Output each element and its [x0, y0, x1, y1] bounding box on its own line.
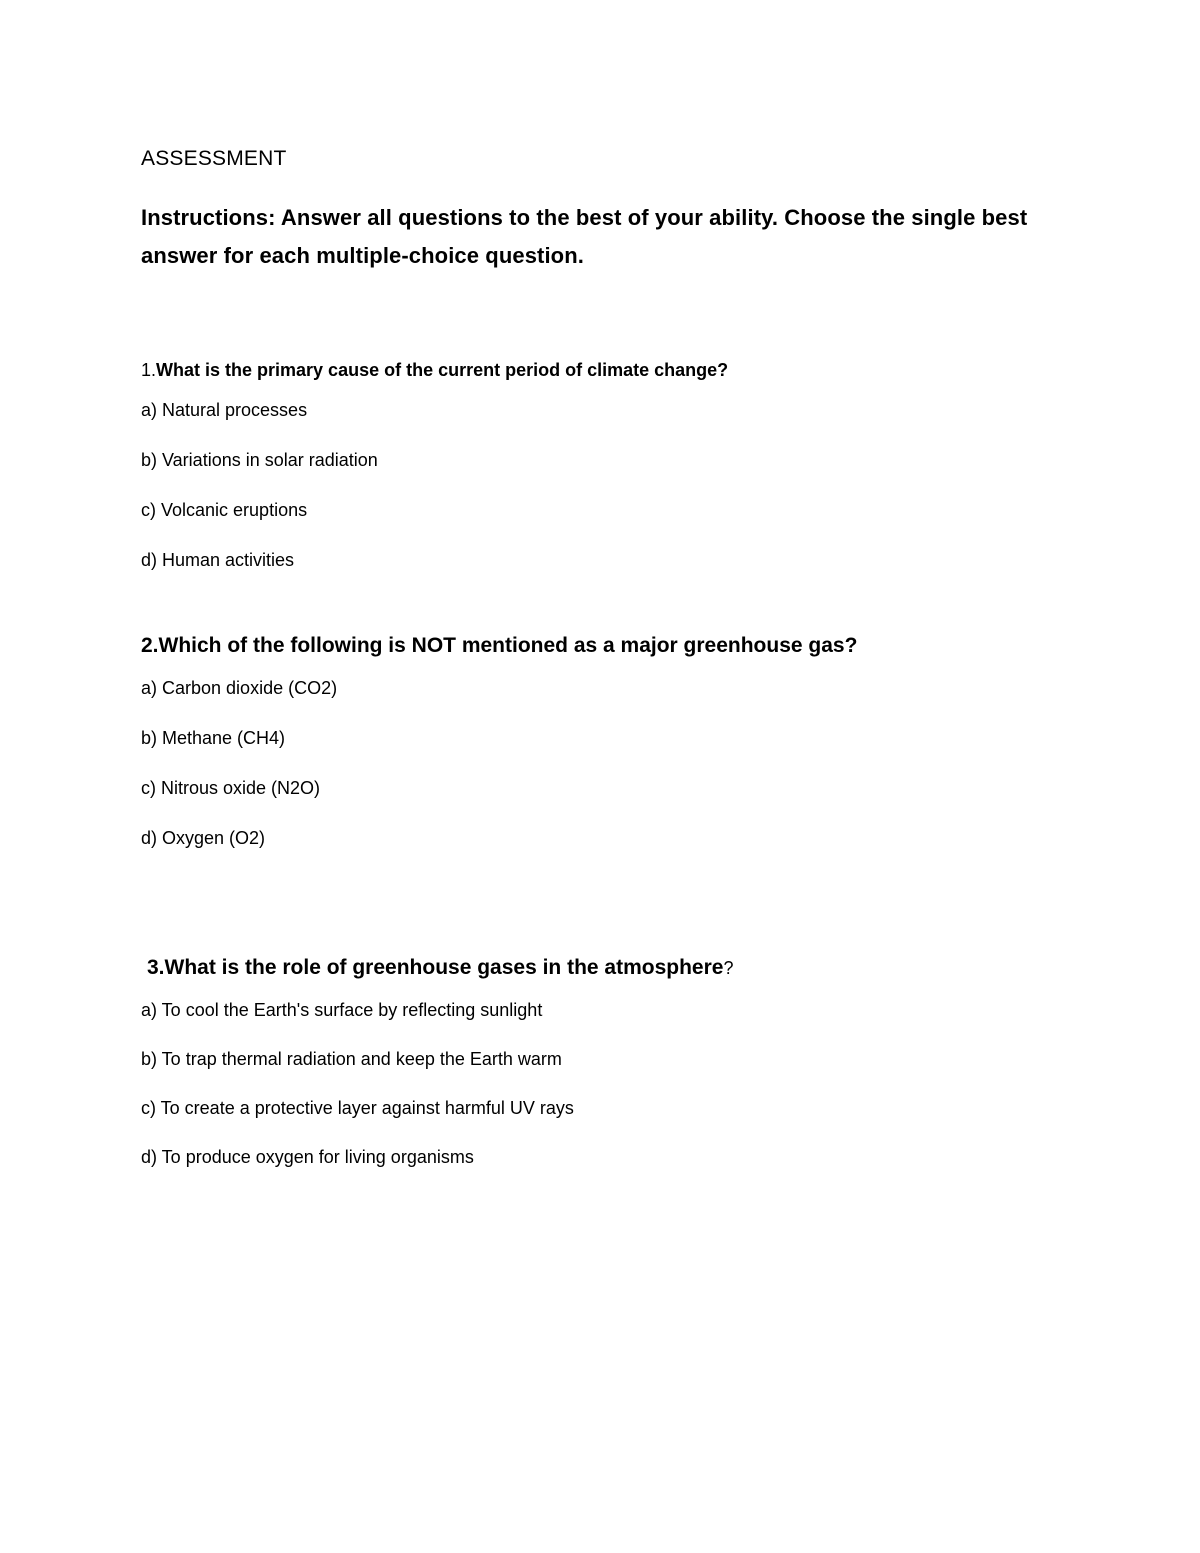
question-1-text: [141, 355, 1081, 385]
question-1-option-d: d) Human activities: [141, 550, 295, 570]
question-3-text: [141, 953, 1081, 983]
question-1-label: What is the primary cause of the current period of climate change?: [156, 360, 729, 380]
document-title: ASSESSMENT: [141, 147, 287, 170]
question-3-label: What is the role of greenhouse gases in the atmosphere: [164, 956, 724, 979]
question-1-option-a: a) Natural processes: [141, 400, 308, 420]
question-1-option-c: c) Volcanic eruptions: [141, 500, 308, 520]
question-2-label: Which of the following is NOT mentioned as a major greenhouse gas?: [158, 634, 858, 657]
question-1-number: 1.: [141, 360, 157, 380]
question-2-text: [141, 631, 1081, 661]
question-3-option-c: c) To create a protective layer against harmful UV rays: [141, 1098, 574, 1118]
question-3-number: 3.: [147, 956, 165, 979]
question-3-options: [141, 995, 1081, 1172]
question-3-option-b: b) To trap thermal radiation and keep the Earth warm: [141, 1049, 562, 1069]
instructions: Instructions: Answer all questions to the best of your ability. Choose the single best answer for each multiple-choice question.: [141, 205, 1028, 268]
question-2-option-a: a) Carbon dioxide (CO2): [141, 678, 338, 698]
question-3-tail: ?: [723, 958, 734, 978]
question-2-option-b: b) Methane (CH4): [141, 728, 286, 748]
question-2-number: 2.: [141, 634, 159, 657]
question-3-option-a: a) To cool the Earth's surface by reflecting sunlight: [141, 1000, 543, 1020]
question-2-option-c: c) Nitrous oxide (N2O): [141, 778, 321, 798]
question-2-option-d: d) Oxygen (O2): [141, 828, 266, 848]
question-1: [141, 355, 1081, 575]
document-body: [141, 143, 1081, 1191]
question-3-option-d: d) To produce oxygen for living organisms: [141, 1147, 474, 1167]
question-1-option-b: b) Variations in solar radiation: [141, 450, 378, 470]
question-3: [141, 953, 1081, 1172]
question-1-options: [141, 395, 1081, 575]
question-2-options: [141, 673, 1081, 853]
question-2: [141, 631, 1081, 853]
